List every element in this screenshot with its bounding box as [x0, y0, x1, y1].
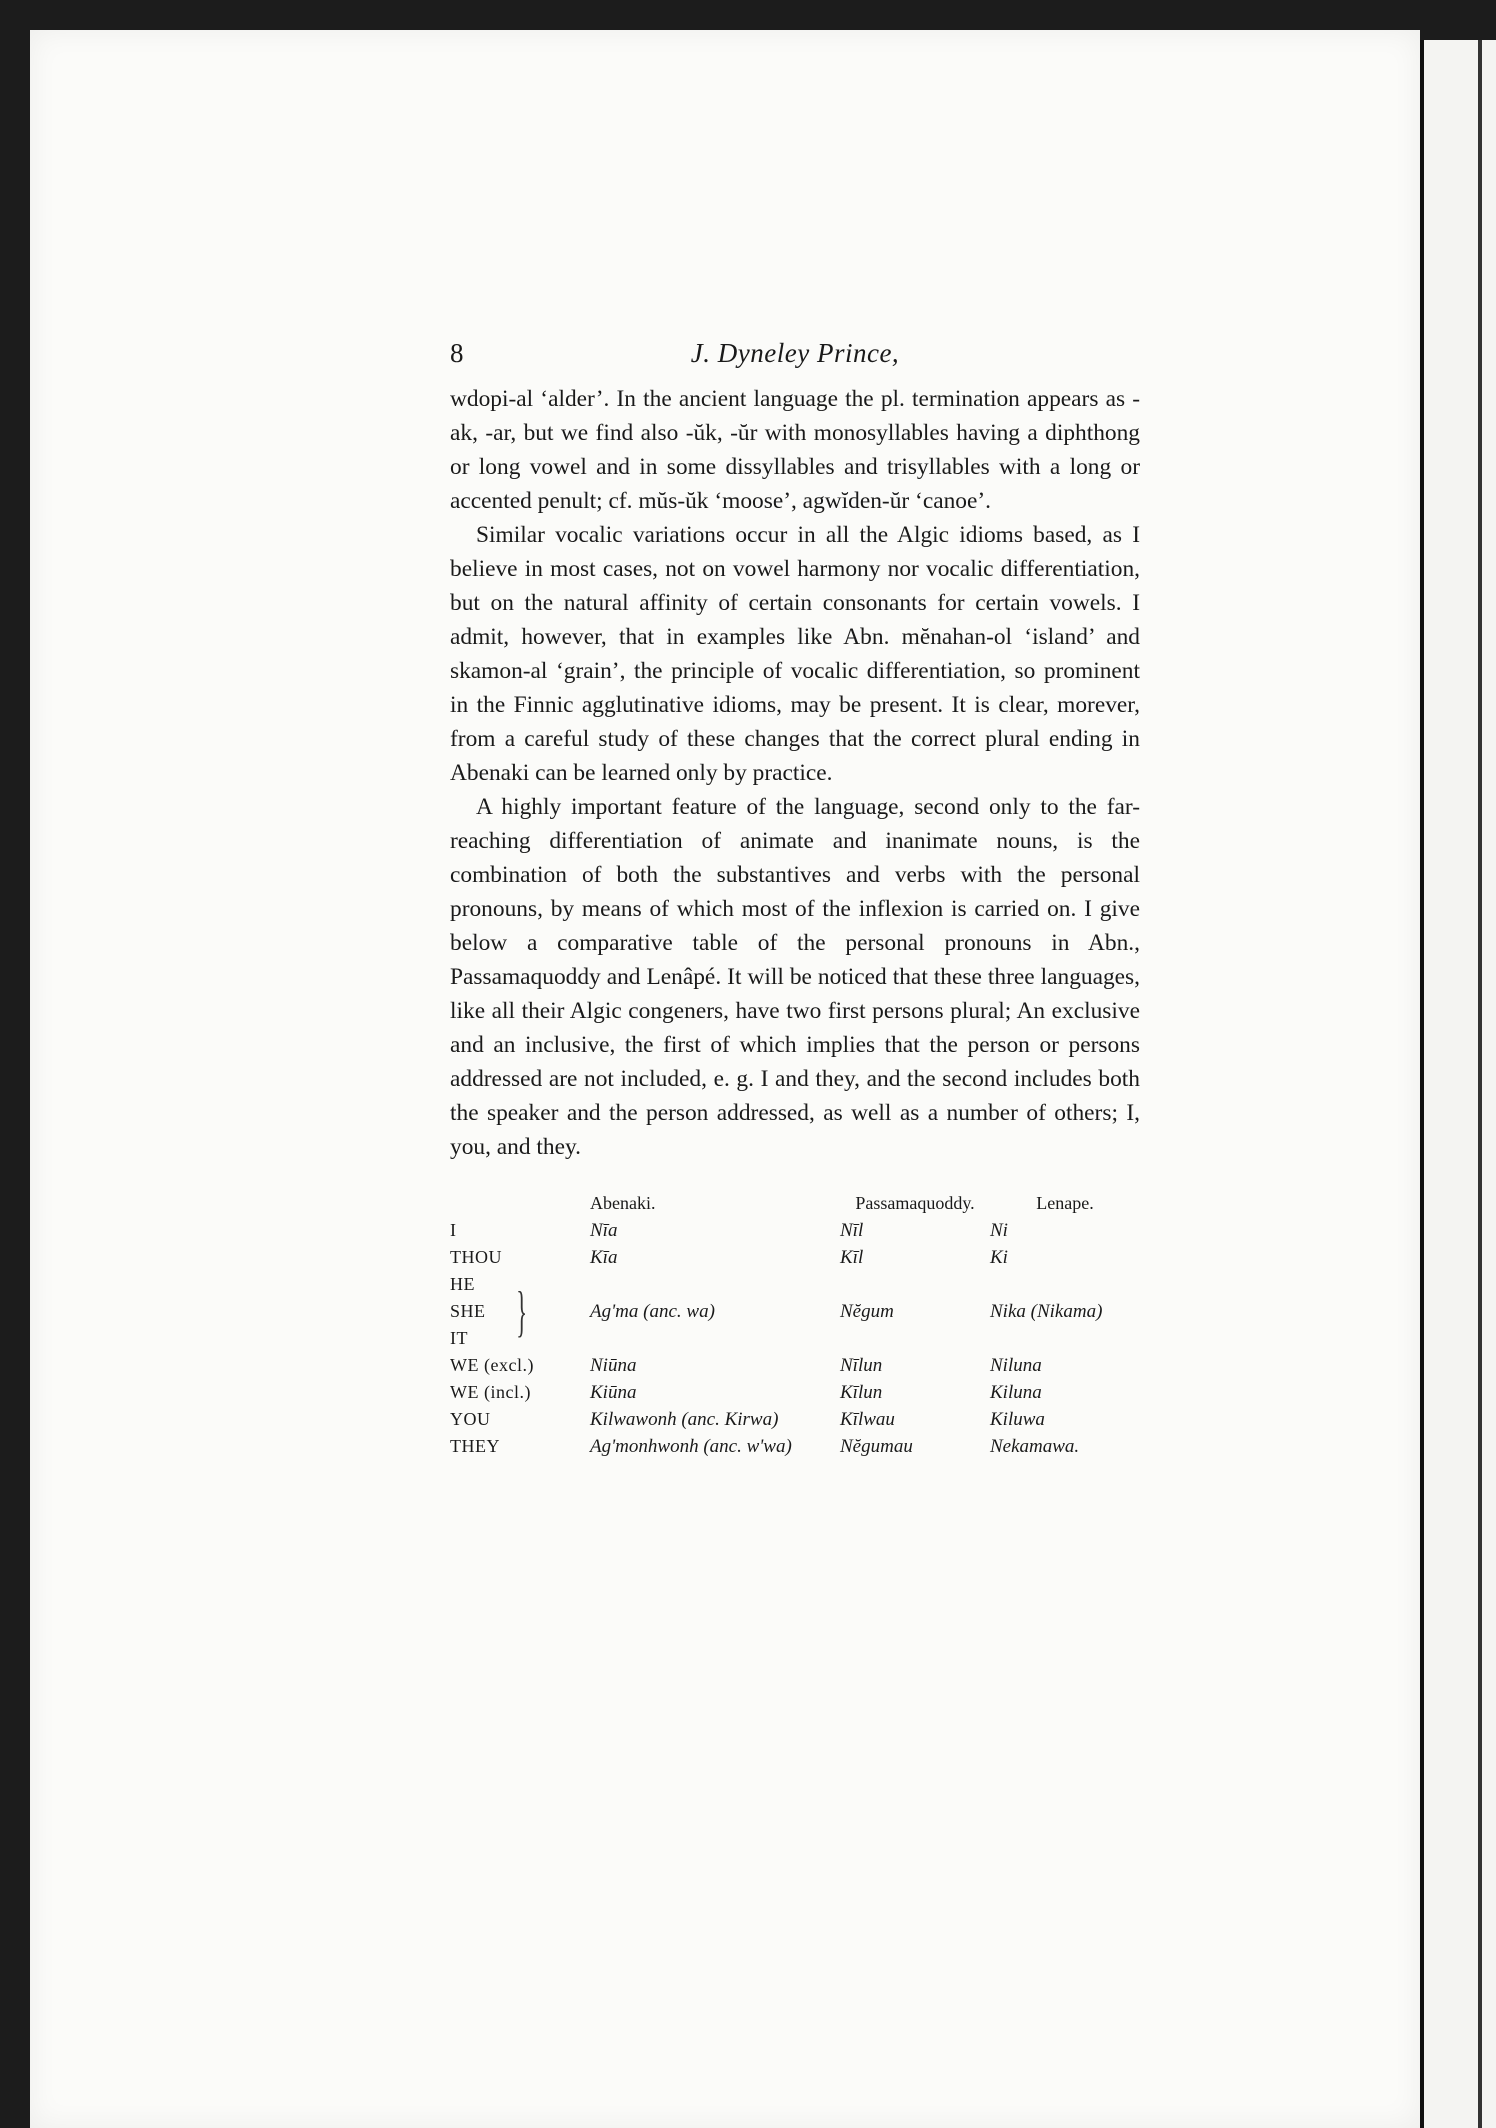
paragraph: A highly important feature of the language, second only to the far-reaching differentiation of animate and inanimate nouns, is the combination of both the substantives and verbs with the personal pronouns, by means of which most of the inflexion is carried on. I give below a comparative table of the personal pronouns in Abn., Passamaquoddy and Lenâpé. It will be noticed that these three languages, like all their Algic congeners, have two first persons plural; An exclusive and an inclusive, the first of which implies that the person or persons addressed are not included, e. g. I and they, and the second includes both the speaker and the person addressed, as well as a number of others; I, you, and they. — [450, 794, 1140, 1160]
person-cell: WE (incl.) — [450, 1382, 531, 1402]
brace-icon: } — [516, 1281, 528, 1343]
table-header-cell: Abenaki. — [590, 1193, 656, 1213]
page-header — [450, 338, 1140, 378]
person-cell: I — [450, 1220, 457, 1240]
abenaki-cell — [590, 1271, 840, 1298]
passamaquoddy-cell: Kīl — [840, 1246, 864, 1268]
adjacent-page-edge — [1420, 40, 1496, 2128]
lenape-cell: Niluna — [990, 1354, 1042, 1376]
lenape-cell: Ni — [990, 1219, 1008, 1241]
lenape-cell: Kiluna — [990, 1381, 1042, 1403]
person-cell: YOU — [450, 1409, 491, 1429]
paragraph: Similar vocalic variations occur in all the Algic idioms based, as I believe in most cases, not on vowel harmony nor vocalic differentiation, but on the natural affinity of certain consonants for certain vowels. I admit, however, that in examples like Abn. mĕnahan-ol ‘island’ and skamon-al ‘grain’, the principle of vocalic differentiation, so prominent in the Finnic agglutinative idioms, may be present. It is clear, morever, from a careful study of these changes that the correct plural ending in Abenaki can be learned only by practice. — [450, 522, 1140, 786]
passamaquoddy-cell: Nīl — [840, 1219, 864, 1241]
body-text — [450, 382, 1140, 1164]
passamaquoddy-cell: Nĕgum — [840, 1300, 894, 1322]
table-row — [450, 1406, 1140, 1433]
lenape-cell: Nika (Nikama) — [990, 1300, 1103, 1322]
table-row — [450, 1298, 1140, 1325]
lenape-cell — [990, 1271, 1140, 1298]
page-gutter-line — [1478, 40, 1482, 2128]
table-header-cell: Passamaquoddy. — [855, 1193, 975, 1213]
table-header-cell: Lenape. — [1036, 1193, 1094, 1213]
table-row — [450, 1379, 1140, 1406]
lenape-cell: Nekamawa. — [990, 1435, 1080, 1457]
person-cell: THEY — [450, 1436, 500, 1456]
passamaquoddy-cell — [840, 1325, 990, 1352]
abenaki-cell: Nīa — [590, 1219, 618, 1241]
person-label: HE — [450, 1274, 475, 1294]
abenaki-cell — [590, 1325, 840, 1352]
table-row — [450, 1244, 1140, 1271]
abenaki-cell: Niūna — [590, 1354, 637, 1376]
abenaki-cell: Ag'ma (anc. wa) — [590, 1300, 715, 1322]
table-row — [450, 1433, 1140, 1460]
person-label: SHE — [450, 1301, 486, 1321]
passamaquoddy-cell: Kīlun — [840, 1381, 883, 1403]
lenape-cell: Ki — [990, 1246, 1008, 1268]
passamaquoddy-cell: Nĕgumau — [840, 1435, 913, 1457]
passamaquoddy-cell: Kīlwau — [840, 1408, 895, 1430]
paragraph: wdopi-al ‘alder’. In the ancient language the pl. termination appears as -ak, -ar, but we find also -ŭk, -ŭr with monosyllables having a diphthong or long vowel and in some dissyllables and trisyllables with a long or accented penult; cf. mŭs-ŭk ‘moose’, agwĭden-ŭr ‘canoe’. — [450, 386, 1140, 514]
abenaki-cell: Ag'monhwonh (anc. w'wa) — [590, 1435, 792, 1457]
abenaki-cell: Kiūna — [590, 1381, 637, 1403]
lenape-cell: Kiluwa — [990, 1408, 1045, 1430]
page-content — [450, 338, 1140, 1460]
table-row — [450, 1352, 1140, 1379]
person-cell: THOU — [450, 1247, 502, 1267]
passamaquoddy-cell: Nīlun — [840, 1354, 883, 1376]
table-header-row — [450, 1190, 1140, 1217]
person-cell: WE (excl.) — [450, 1355, 534, 1375]
abenaki-cell: Kilwawonh (anc. Kirwa) — [590, 1408, 779, 1430]
person-cell: IT — [450, 1328, 468, 1348]
running-head: J. Dyneley Prince, — [690, 338, 900, 368]
table-row — [450, 1271, 1140, 1298]
table-row — [450, 1217, 1140, 1244]
abenaki-cell: Kīa — [590, 1246, 618, 1268]
pronoun-table — [450, 1190, 1140, 1460]
table-header-cell — [450, 1190, 590, 1217]
table-row — [450, 1325, 1140, 1352]
page-number: 8 — [450, 338, 464, 368]
lenape-cell — [990, 1325, 1140, 1352]
passamaquoddy-cell — [840, 1271, 990, 1298]
